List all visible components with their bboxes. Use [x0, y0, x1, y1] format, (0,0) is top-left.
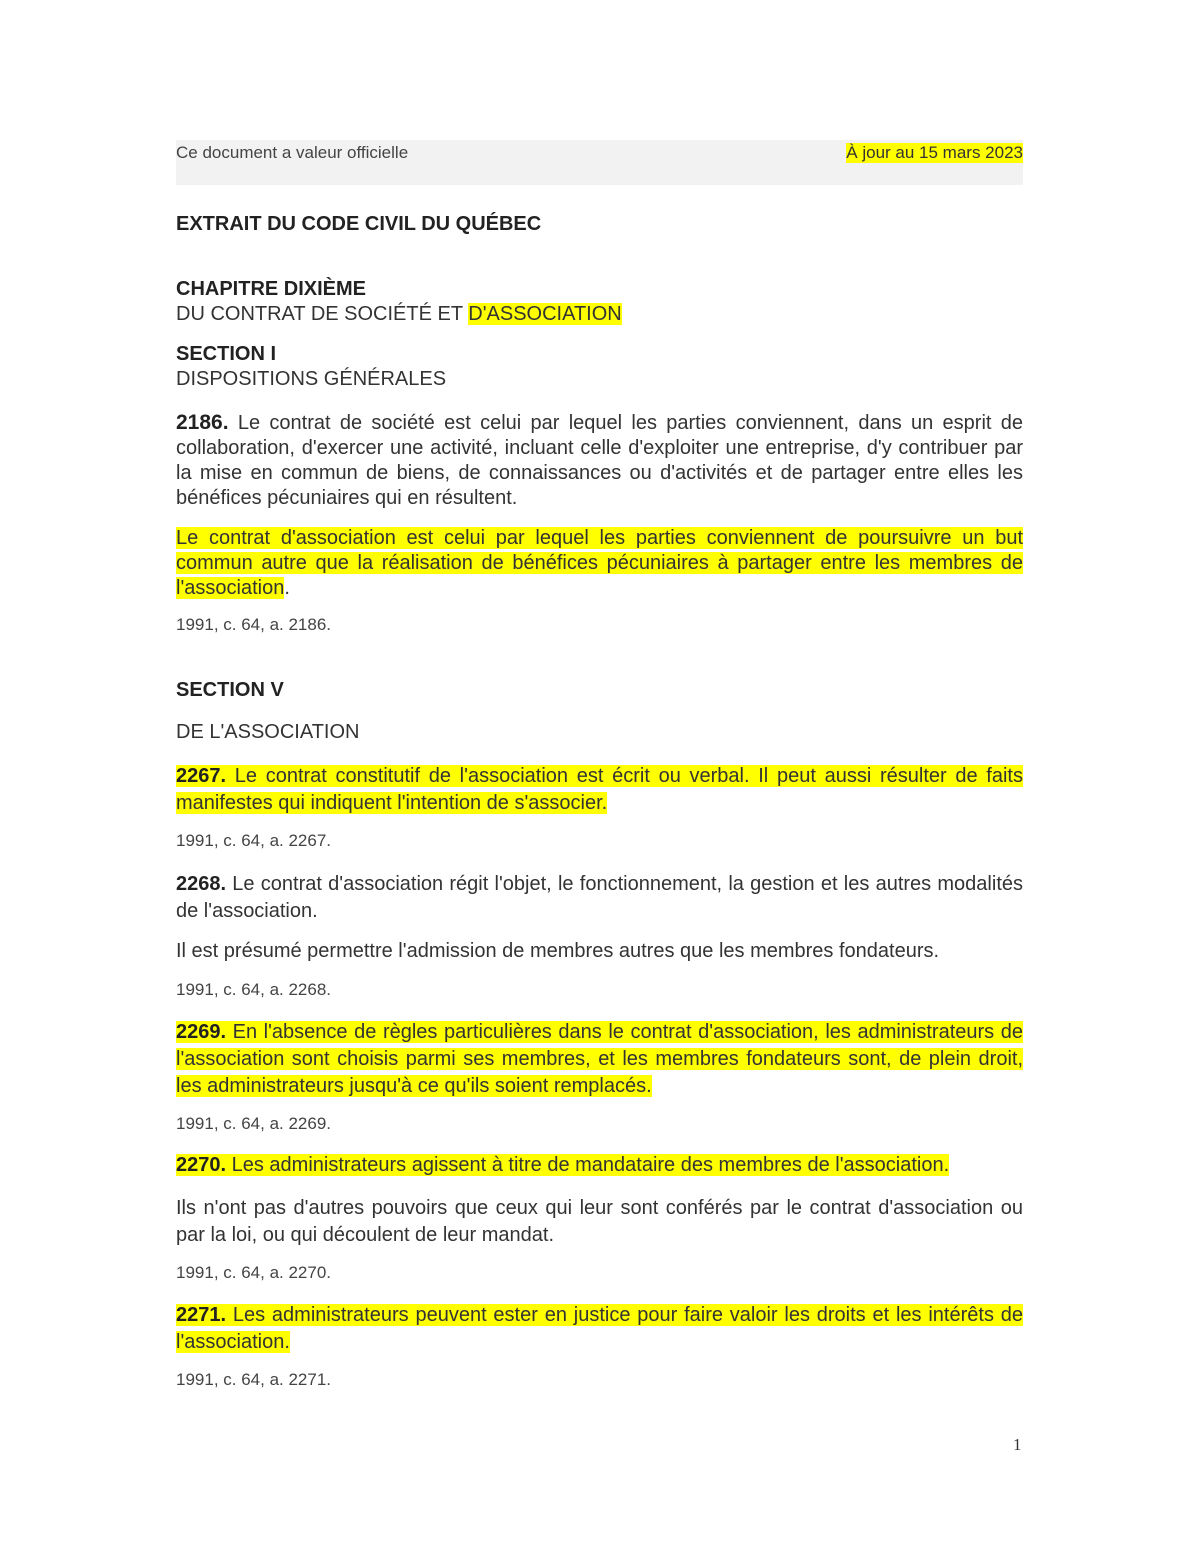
chapter-subtitle — [176, 302, 1023, 327]
article-text: Le contrat d'association régit l'objet, le fonctionnement, la gestion et les autres modalités de l'association. — [176, 873, 1023, 922]
article-source: 1991, c. 64, a. 2268. — [176, 980, 332, 999]
document-header — [176, 140, 1023, 185]
article-2267 — [176, 763, 1023, 817]
article-text-end: . — [284, 577, 290, 599]
section-5-subtitle: DE L'ASSOCIATION — [176, 721, 360, 743]
update-date: À jour au 15 mars 2023 — [846, 143, 1023, 162]
page-number: 1 — [1013, 1435, 1022, 1454]
article-2186-para2 — [176, 526, 1023, 601]
chapter-subtitle-highlight: D'ASSOCIATION — [468, 303, 622, 325]
document-title: EXTRAIT DU CODE CIVIL DU QUÉBEC — [176, 213, 542, 235]
article-number: 2186. — [176, 411, 229, 434]
official-notice: Ce document a valeur officielle — [176, 143, 409, 162]
article-number: 2267. — [176, 765, 227, 787]
article-2270-para2: Ils n'ont pas d'autres pouvoirs que ceux qui leur sont conférés par le contrat d'association ou par la loi, ou qui découlent de leur mandat. — [176, 1197, 1023, 1246]
section-1-subtitle: DISPOSITIONS GÉNÉRALES — [176, 368, 447, 390]
article-number: 2270. — [176, 1154, 227, 1176]
article-number: 2268. — [176, 873, 227, 895]
article-text-highlight: Le contrat d'association est celui par lequel les parties conviennent de poursuivre un but commun autre que la réalisation de bénéfices pécuniaires à partager entre les membres de l'association — [176, 527, 1023, 599]
chapter-heading: CHAPITRE DIXIÈME — [176, 278, 367, 300]
article-source: 1991, c. 64, a. 2269. — [176, 1114, 332, 1133]
article-text: Le contrat de société est celui par lequel les parties conviennent, dans un esprit de collaboration, d'exercer une activité, incluant celle d'exploiter une entreprise, d'y contribuer par la mise en commun de biens, de connaissances ou d'activités et de partager entre elles les bénéfices pécuniaires qui en résultent. — [176, 412, 1023, 509]
article-2269 — [176, 1019, 1023, 1100]
article-text: Le contrat constitutif de l'association est écrit ou verbal. Il peut aussi résulter de faits manifestes qui indiquent l'intention de s'associer. — [176, 765, 1023, 814]
article-source: 1991, c. 64, a. 2186. — [176, 615, 332, 634]
article-2270 — [176, 1153, 1023, 1178]
article-2271 — [176, 1302, 1023, 1356]
article-source: 1991, c. 64, a. 2267. — [176, 831, 332, 850]
article-source: 1991, c. 64, a. 2271. — [176, 1370, 332, 1389]
article-2268 — [176, 871, 1023, 925]
article-2186 — [176, 410, 1023, 511]
article-number: 2271. — [176, 1304, 227, 1326]
article-2268-para2: Il est présumé permettre l'admission de membres autres que les membres fondateurs. — [176, 940, 940, 962]
article-number: 2269. — [176, 1021, 227, 1043]
article-source: 1991, c. 64, a. 2270. — [176, 1263, 332, 1282]
section-5-heading: SECTION V — [176, 679, 284, 701]
article-text: Les administrateurs agissent à titre de mandataire des membres de l'association. — [226, 1154, 950, 1176]
article-text: Les administrateurs peuvent ester en justice pour faire valoir les droits et les intérêts de l'association. — [176, 1304, 1023, 1353]
chapter-subtitle-text: DU CONTRAT DE SOCIÉTÉ ET — [176, 303, 469, 325]
article-text: En l'absence de règles particulières dans le contrat d'association, les administrateurs de l'association sont choisis parmi ses membres, et les membres fondateurs sont, de plein droit, les administrateurs jusqu'à ce qu'ils soient remplacés. — [176, 1021, 1023, 1097]
section-1-heading: SECTION I — [176, 343, 277, 365]
